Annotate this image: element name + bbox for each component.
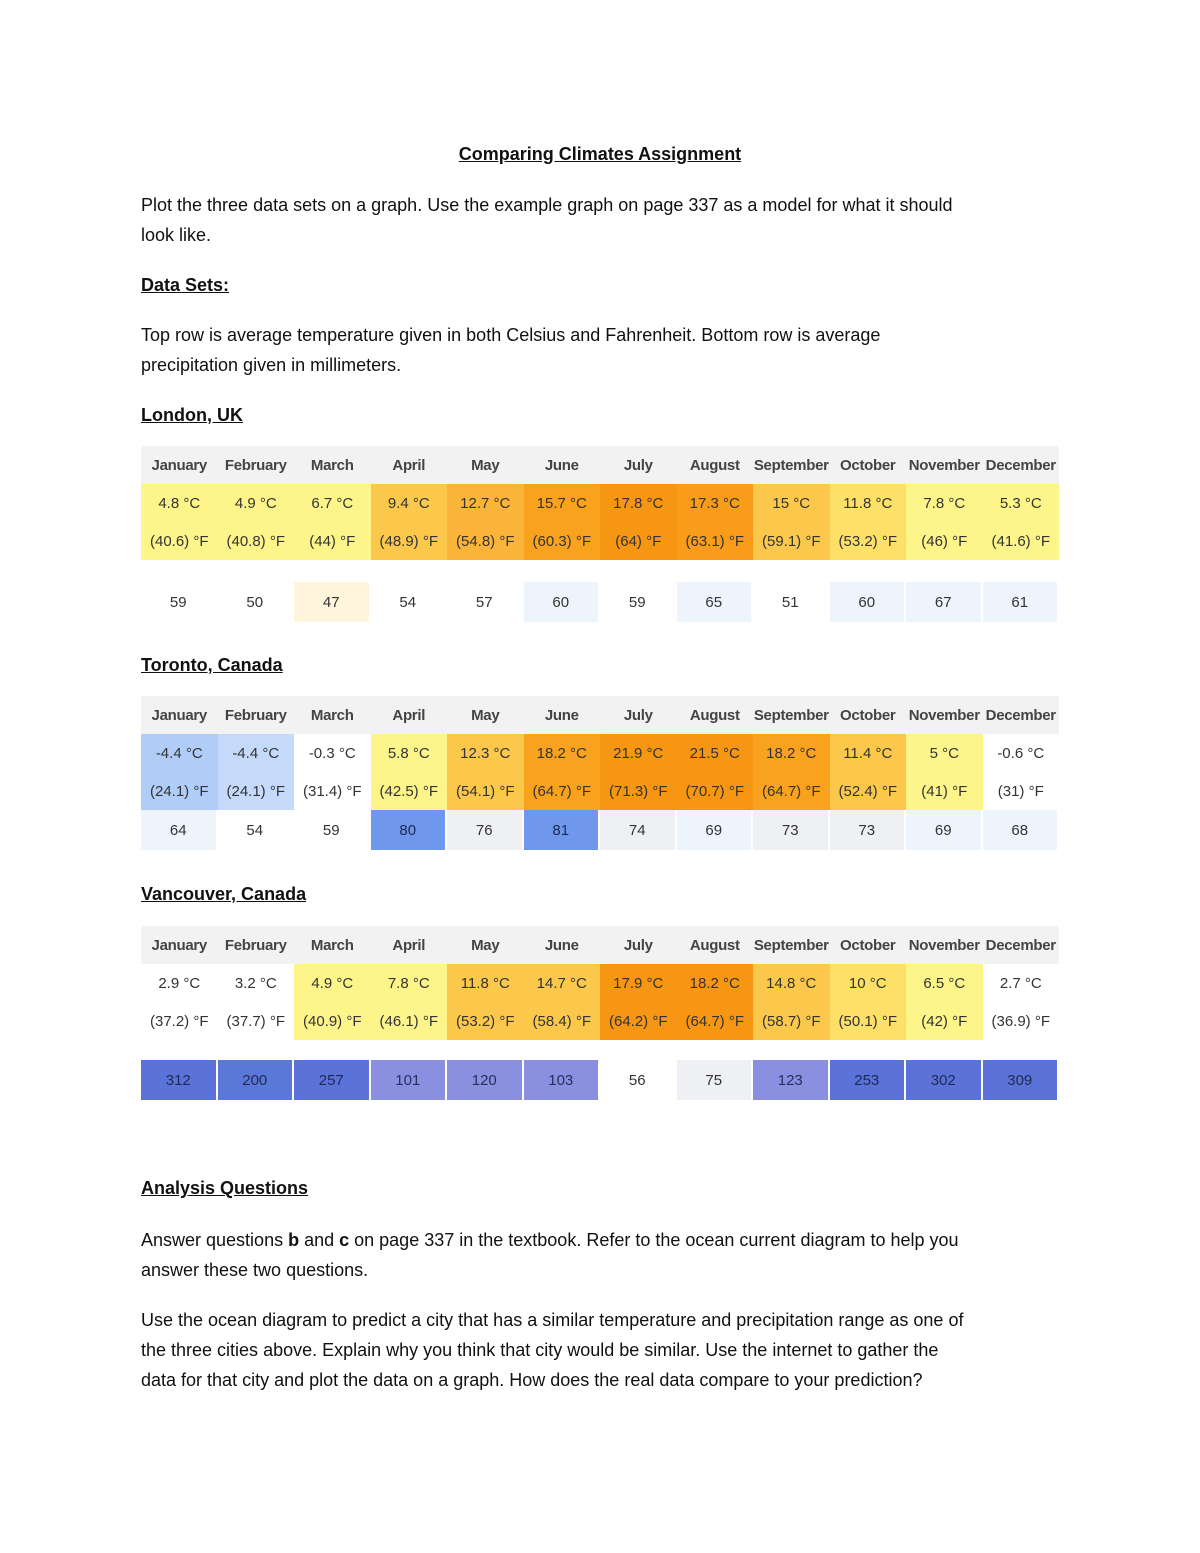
celsius-cell: 11.8 °C (830, 484, 907, 522)
month-header: February (218, 926, 295, 964)
city-heading-london: London, UK (141, 405, 243, 425)
q1-bold-c: c (339, 1230, 350, 1250)
fahrenheit-cell: (70.7) °F (677, 772, 754, 810)
fahrenheit-cell: (58.7) °F (753, 1002, 830, 1040)
precipitation-cell: 120 (447, 1060, 524, 1100)
precipitation-cell: 253 (830, 1060, 907, 1100)
celsius-cell: 4.9 °C (218, 484, 295, 522)
precipitation-cell: 81 (524, 810, 601, 850)
celsius-row (141, 964, 1059, 1002)
precipitation-cell: 75 (677, 1060, 754, 1100)
month-header: June (524, 696, 601, 734)
celsius-cell: 5 °C (906, 734, 983, 772)
celsius-cell: -0.6 °C (983, 734, 1060, 772)
celsius-cell: 4.9 °C (294, 964, 371, 1002)
celsius-cell: 7.8 °C (371, 964, 448, 1002)
question-2-line-2: the three cities above. Explain why you think that city would be similar. Use the internet to gather the (141, 1340, 939, 1360)
fahrenheit-cell: (48.9) °F (371, 522, 448, 560)
precipitation-cell: 57 (447, 582, 524, 622)
celsius-cell: 9.4 °C (371, 484, 448, 522)
precipitation-cell: 59 (600, 582, 677, 622)
fahrenheit-row (141, 1002, 1059, 1040)
month-header: April (371, 926, 448, 964)
celsius-cell: 6.7 °C (294, 484, 371, 522)
month-header: September (753, 926, 830, 964)
month-header: July (600, 446, 677, 484)
intro-line-2: look like. (141, 225, 212, 245)
month-header: June (524, 446, 601, 484)
q1-text-b: on page 337 in the textbook. Refer to the ocean current diagram to help you (349, 1230, 959, 1250)
question-1 (141, 1225, 1059, 1285)
celsius-cell: 11.8 °C (447, 964, 524, 1002)
precipitation-row (141, 810, 1059, 850)
month-header: February (218, 446, 295, 484)
question-2-line-3: data for that city and plot the data on a graph. How does the real data compare to your prediction? (141, 1370, 923, 1390)
precipitation-cell: 64 (141, 810, 218, 850)
fahrenheit-cell: (64.7) °F (524, 772, 601, 810)
month-header: February (218, 696, 295, 734)
month-header: November (906, 926, 983, 964)
month-header: July (600, 926, 677, 964)
precipitation-cell: 312 (141, 1060, 218, 1100)
fahrenheit-cell: (64.7) °F (677, 1002, 754, 1040)
question-1-line-2: answer these two questions. (141, 1260, 369, 1280)
q1-bold-b: b (288, 1230, 300, 1250)
month-header: May (447, 926, 524, 964)
celsius-cell: 6.5 °C (906, 964, 983, 1002)
fahrenheit-cell: (64.2) °F (600, 1002, 677, 1040)
precipitation-cell: 103 (524, 1060, 601, 1100)
month-header: September (753, 696, 830, 734)
fahrenheit-cell: (60.3) °F (524, 522, 601, 560)
month-header-row (141, 926, 1059, 964)
month-header-row (141, 446, 1059, 484)
question-1-line-1 (141, 1225, 1059, 1255)
month-header: March (294, 696, 371, 734)
precipitation-cell: 68 (983, 810, 1060, 850)
month-header: October (830, 446, 907, 484)
month-header: August (677, 926, 754, 964)
celsius-cell: 15 °C (753, 484, 830, 522)
fahrenheit-cell: (41.6) °F (983, 522, 1060, 560)
fahrenheit-cell: (50.1) °F (830, 1002, 907, 1040)
month-header: December (983, 926, 1060, 964)
data-description (141, 320, 1059, 380)
celsius-cell: 18.2 °C (524, 734, 601, 772)
fahrenheit-cell: (64) °F (600, 522, 677, 560)
celsius-cell: 2.9 °C (141, 964, 218, 1002)
month-header: August (677, 696, 754, 734)
precipitation-cell: 60 (524, 582, 601, 622)
fahrenheit-cell: (64.7) °F (753, 772, 830, 810)
fahrenheit-cell: (58.4) °F (524, 1002, 601, 1040)
fahrenheit-cell: (31) °F (983, 772, 1060, 810)
fahrenheit-cell: (40.8) °F (218, 522, 295, 560)
fahrenheit-cell: (42) °F (906, 1002, 983, 1040)
precipitation-cell: 54 (218, 810, 295, 850)
month-header: September (753, 446, 830, 484)
month-header: November (906, 446, 983, 484)
question-2 (141, 1305, 1059, 1395)
month-header: December (983, 696, 1060, 734)
celsius-cell: 17.3 °C (677, 484, 754, 522)
celsius-cell: 2.7 °C (983, 964, 1060, 1002)
celsius-cell: 11.4 °C (830, 734, 907, 772)
celsius-cell: 21.5 °C (677, 734, 754, 772)
fahrenheit-cell: (46.1) °F (371, 1002, 448, 1040)
city-heading-vancouver: Vancouver, Canada (141, 884, 307, 904)
precipitation-cell: 67 (906, 582, 983, 622)
fahrenheit-cell: (54.8) °F (447, 522, 524, 560)
fahrenheit-cell: (24.1) °F (141, 772, 218, 810)
precipitation-cell: 59 (141, 582, 218, 622)
celsius-cell: 12.7 °C (447, 484, 524, 522)
celsius-cell: 7.8 °C (906, 484, 983, 522)
month-header: July (600, 696, 677, 734)
fahrenheit-cell: (71.3) °F (600, 772, 677, 810)
celsius-cell: 14.7 °C (524, 964, 601, 1002)
precipitation-row (141, 582, 1059, 622)
data-sets-heading: Data Sets: (141, 275, 230, 295)
fahrenheit-cell: (24.1) °F (218, 772, 295, 810)
month-header: January (141, 446, 218, 484)
fahrenheit-cell: (36.9) °F (983, 1002, 1060, 1040)
precipitation-cell: 302 (906, 1060, 983, 1100)
precipitation-cell: 74 (600, 810, 677, 850)
fahrenheit-row (141, 522, 1059, 560)
celsius-cell: 17.8 °C (600, 484, 677, 522)
celsius-cell: -0.3 °C (294, 734, 371, 772)
month-header: April (371, 696, 448, 734)
fahrenheit-cell: (53.2) °F (447, 1002, 524, 1040)
intro-line-1: Plot the three data sets on a graph. Use the example graph on page 337 as a model for what it should (141, 195, 953, 215)
precipitation-cell: 101 (371, 1060, 448, 1100)
fahrenheit-cell: (52.4) °F (830, 772, 907, 810)
climate-table-london (141, 446, 1059, 622)
celsius-cell: 4.8 °C (141, 484, 218, 522)
fahrenheit-cell: (41) °F (906, 772, 983, 810)
precipitation-cell: 51 (753, 582, 830, 622)
celsius-cell: 10 °C (830, 964, 907, 1002)
celsius-cell: 3.2 °C (218, 964, 295, 1002)
data-desc-line-2: precipitation given in millimeters. (141, 355, 402, 375)
celsius-cell: -4.4 °C (218, 734, 295, 772)
fahrenheit-cell: (63.1) °F (677, 522, 754, 560)
celsius-cell: 17.9 °C (600, 964, 677, 1002)
precipitation-cell: 61 (983, 582, 1060, 622)
celsius-cell: 18.2 °C (753, 734, 830, 772)
month-header-row (141, 696, 1059, 734)
intro-paragraph (141, 190, 1059, 250)
precipitation-cell: 65 (677, 582, 754, 622)
celsius-cell: 5.8 °C (371, 734, 448, 772)
precipitation-cell: 56 (600, 1060, 677, 1100)
row-spacer (141, 1040, 1059, 1060)
celsius-cell: 15.7 °C (524, 484, 601, 522)
q1-text-and: and (299, 1230, 340, 1250)
fahrenheit-cell: (44) °F (294, 522, 371, 560)
precipitation-cell: 69 (677, 810, 754, 850)
celsius-cell: 5.3 °C (983, 484, 1060, 522)
fahrenheit-cell: (42.5) °F (371, 772, 448, 810)
precipitation-cell: 257 (294, 1060, 371, 1100)
precipitation-cell: 73 (830, 810, 907, 850)
month-header: March (294, 926, 371, 964)
month-header: January (141, 926, 218, 964)
precipitation-cell: 73 (753, 810, 830, 850)
celsius-cell: 21.9 °C (600, 734, 677, 772)
row-spacer (141, 560, 1059, 582)
precipitation-cell: 123 (753, 1060, 830, 1100)
precipitation-cell: 47 (294, 582, 371, 622)
fahrenheit-cell: (40.9) °F (294, 1002, 371, 1040)
celsius-cell: 18.2 °C (677, 964, 754, 1002)
month-header: October (830, 696, 907, 734)
precipitation-cell: 309 (983, 1060, 1060, 1100)
fahrenheit-cell: (46) °F (906, 522, 983, 560)
month-header: June (524, 926, 601, 964)
precipitation-cell: 200 (218, 1060, 295, 1100)
fahrenheit-cell: (54.1) °F (447, 772, 524, 810)
precipitation-cell: 80 (371, 810, 448, 850)
month-header: August (677, 446, 754, 484)
precipitation-cell: 60 (830, 582, 907, 622)
month-header: May (447, 696, 524, 734)
precipitation-row (141, 1060, 1059, 1100)
month-header: January (141, 696, 218, 734)
celsius-row (141, 734, 1059, 772)
fahrenheit-cell: (37.7) °F (218, 1002, 295, 1040)
celsius-row (141, 484, 1059, 522)
celsius-cell: 12.3 °C (447, 734, 524, 772)
fahrenheit-cell: (40.6) °F (141, 522, 218, 560)
climate-table-toronto (141, 696, 1059, 850)
month-header: October (830, 926, 907, 964)
month-header: March (294, 446, 371, 484)
fahrenheit-row (141, 772, 1059, 810)
celsius-cell: -4.4 °C (141, 734, 218, 772)
month-header: May (447, 446, 524, 484)
page-title: Comparing Climates Assignment (458, 144, 742, 164)
month-header: November (906, 696, 983, 734)
fahrenheit-cell: (31.4) °F (294, 772, 371, 810)
precipitation-cell: 59 (294, 810, 371, 850)
precipitation-cell: 69 (906, 810, 983, 850)
celsius-cell: 14.8 °C (753, 964, 830, 1002)
fahrenheit-cell: (37.2) °F (141, 1002, 218, 1040)
month-header: December (983, 446, 1060, 484)
climate-table-vancouver (141, 926, 1059, 1100)
fahrenheit-cell: (53.2) °F (830, 522, 907, 560)
month-header: April (371, 446, 448, 484)
precipitation-cell: 76 (447, 810, 524, 850)
question-2-line-1: Use the ocean diagram to predict a city that has a similar temperature and precipitation range as one of (141, 1310, 964, 1330)
precipitation-cell: 50 (218, 582, 295, 622)
analysis-heading: Analysis Questions (141, 1178, 309, 1198)
city-heading-toronto: Toronto, Canada (141, 655, 283, 675)
q1-text-a: Answer questions (141, 1230, 289, 1250)
data-desc-line-1: Top row is average temperature given in both Celsius and Fahrenheit. Bottom row is average (141, 325, 881, 345)
precipitation-cell: 54 (371, 582, 448, 622)
fahrenheit-cell: (59.1) °F (753, 522, 830, 560)
